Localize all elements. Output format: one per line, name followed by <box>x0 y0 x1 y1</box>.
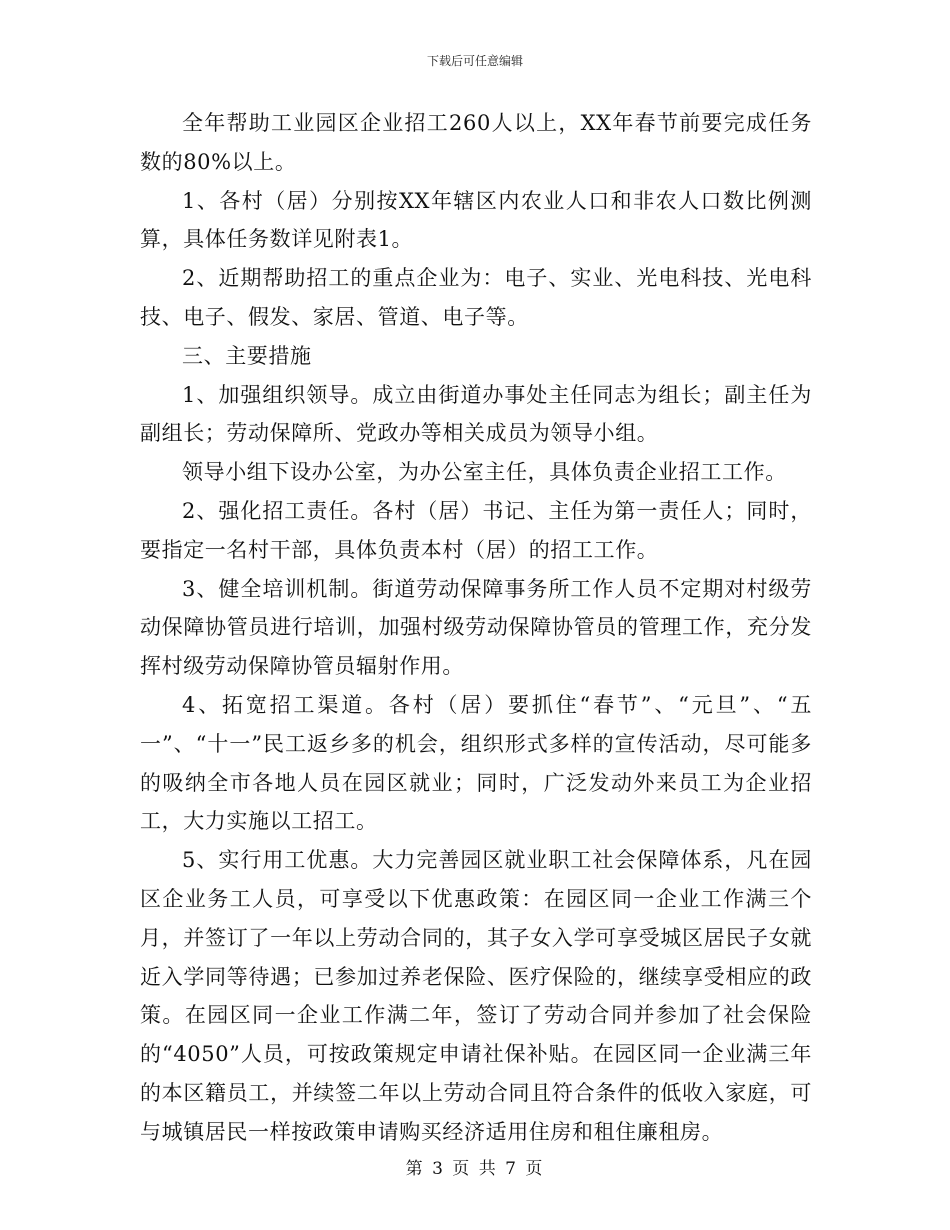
section-heading-main-measures: 三、主要措施 <box>182 343 312 368</box>
paragraph-village-allocation: 1、各村（居）分别按XX年辖区内农业人口和非农人口数比例测算，具体任务数详见附表1。 <box>140 188 812 252</box>
paragraph-leadership-office: 领导小组下设办公室，为办公室主任，具体负责企业招工工作。 <box>182 460 787 485</box>
paragraph-recruitment-responsibility: 2、强化招工责任。各村（居）书记、主任为第一责任人；同时，要指定一名村干部，具体负责本村（居）的招工工作。 <box>140 498 812 562</box>
document-body <box>140 104 812 1152</box>
paragraph-key-enterprises: 2、近期帮助招工的重点企业为：电子、实业、光电科技、光电科技、电子、假发、家居、管道、电子等。 <box>140 266 812 329</box>
paragraph-task-target: 全年帮助工业园区企业招工260人以上，XX年春节前要完成任务数的80%以上。 <box>140 111 812 174</box>
page-header: 下载后可任意编辑 <box>426 54 523 68</box>
paragraph-employment-benefits: 5、实行用工优惠。大力完善园区就业职工社会保障体系，凡在园区企业务工人员，可享受以下优惠政策：在园区同一企业工作满三个月，并签订了一年以上劳动合同的，其子女入学可享受城区居民子女就近入学同等待遇；已参加过养老保险、医疗保险的，继续享受相应的政策。在园区同一企业工作满二年，签订了劳动合同并参加了社会保险的“4050”人员，可按政策规定申请社保补贴。在园区同一企业满三年的本区籍员工，并续签二年以上劳动合同且符合条件的低收入家庭，可与城镇居民一样按政策申请购买经济适用住房和租住廉租房。 <box>140 848 812 1144</box>
page-number-footer: 第 3 页 共 7 页 <box>405 1159 545 1179</box>
paragraph-training-mechanism: 3、健全培训机制。街道劳动保障事务所工作人员不定期对村级劳动保障协管员进行培训，加强村级劳动保障协管员的管理工作，充分发挥村级劳动保障协管员辐射作用。 <box>140 576 812 679</box>
paragraph-recruitment-channels: 4、拓宽招工渠道。各村（居）要抓住“春节”、“元旦”、“五一”、“十一”民工返乡多的机会，组织形式多样的宣传活动，尽可能多的吸纳全市各地人员在园区就业；同时，广泛发动外来员工为企业招工，大力实施以工招工。 <box>140 692 812 834</box>
paragraph-organization-leadership: 1、加强组织领导。成立由街道办事处主任同志为组长；副主任为副组长；劳动保障所、党政办等相关成员为领导小组。 <box>140 382 812 446</box>
